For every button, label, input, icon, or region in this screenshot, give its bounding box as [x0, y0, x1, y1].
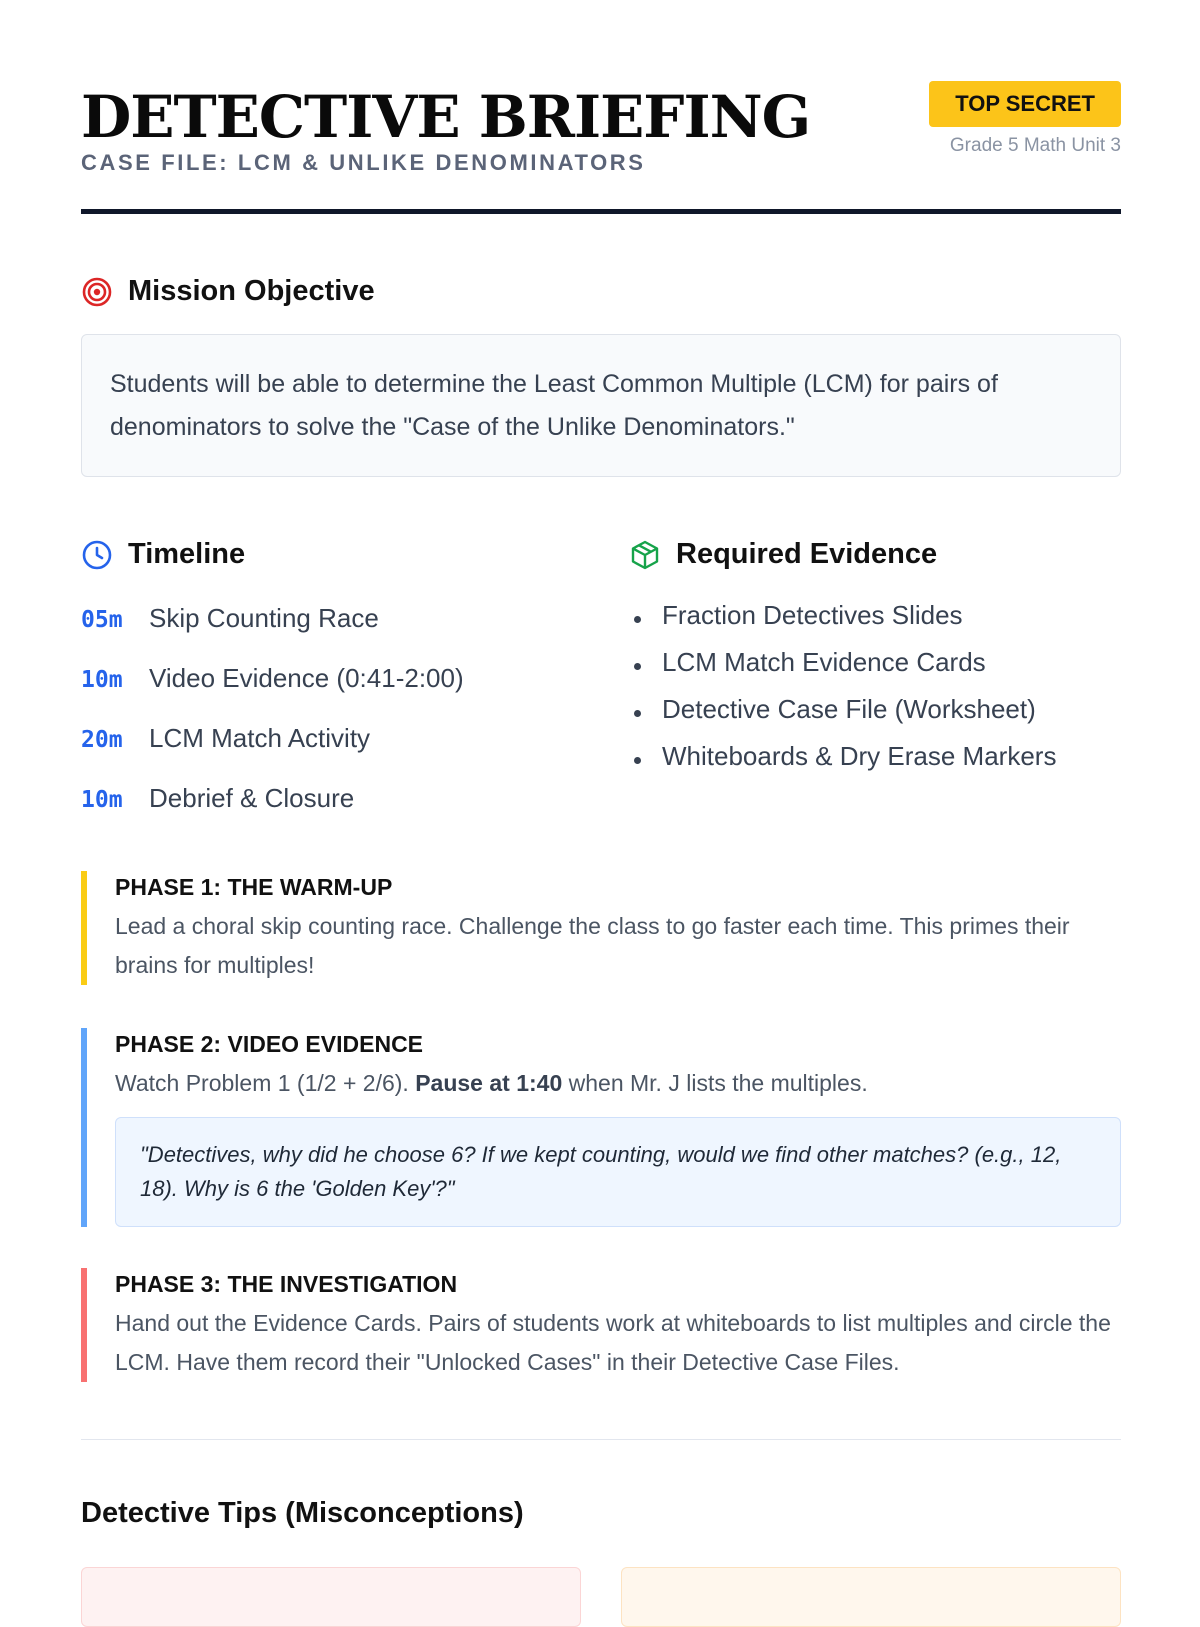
evidence-item: Fraction Detectives Slides [629, 600, 1056, 647]
detective-tips-heading: Detective Tips (Misconceptions) [81, 1497, 524, 1529]
timeline-duration: 20m [81, 727, 123, 753]
timeline-heading [81, 538, 245, 571]
clock-icon [81, 539, 113, 571]
phase-3-card [81, 1268, 1121, 1382]
lesson-page [81, 0, 1121, 1529]
timeline-item [81, 663, 464, 694]
discussion-quote: "Detectives, why did he choose 6? If we kept counting, would we find other matches? (e.g., 12, 18). Why is 6 the 'Golden Key'?" [115, 1117, 1121, 1227]
phase-1-card [81, 871, 1121, 985]
timeline-activity: Video Evidence (0:41-2:00) [149, 663, 464, 693]
phase-text-after: when Mr. J lists the multiples. [562, 1070, 868, 1096]
phase-text-bold: Pause at 1:40 [415, 1070, 563, 1096]
tip-card-orange [621, 1567, 1121, 1627]
timeline-activity: Debrief & Closure [149, 783, 355, 813]
top-secret-badge: TOP SECRET [929, 81, 1121, 127]
briefing-header [81, 0, 1121, 214]
phase-title: PHASE 2: VIDEO EVIDENCE [115, 1031, 424, 1057]
mission-objective-box [81, 334, 1121, 477]
phase-text: Hand out the Evidence Cards. Pairs of students work at whiteboards to list multiples and circle the LCM. Have them record their "Unlocked Cases" in their Detective Case Files. [115, 1310, 1111, 1375]
timeline-item [81, 723, 370, 754]
timeline-item [81, 603, 379, 634]
grade-label: Grade 5 Math Unit 3 [949, 135, 1121, 156]
section-divider [81, 1439, 1121, 1440]
phase-text: Lead a choral skip counting race. Challenge the class to go faster each time. This primes their brains for multiples! [115, 913, 1070, 978]
required-evidence-heading [629, 538, 937, 571]
timeline-activity: LCM Match Activity [149, 723, 371, 753]
evidence-item: LCM Match Evidence Cards [629, 647, 1056, 694]
evidence-item: Detective Case File (Worksheet) [629, 694, 1056, 741]
timeline-activity: Skip Counting Race [149, 603, 379, 633]
timeline-duration: 10m [81, 667, 123, 693]
phase-text-before: Watch Problem 1 (1/2 + 2/6). [115, 1070, 416, 1096]
phase-text [115, 1064, 1121, 1103]
mission-objective-heading [81, 275, 375, 308]
case-file-subtitle: CASE FILE: LCM & UNLIKE DENOMINATORS [81, 150, 646, 175]
phase-title: PHASE 1: THE WARM-UP [115, 874, 393, 900]
timeline-title: Timeline [128, 538, 246, 570]
tip-card-red [81, 1567, 581, 1627]
timeline-duration: 10m [81, 787, 123, 813]
phase-2-card [81, 1028, 1121, 1227]
timeline-duration: 05m [81, 607, 123, 633]
evidence-list [629, 600, 1056, 788]
required-evidence-title: Required Evidence [676, 538, 938, 570]
evidence-item: Whiteboards & Dry Erase Markers [629, 741, 1056, 788]
phase-title: PHASE 3: THE INVESTIGATION [115, 1271, 458, 1297]
page-title: DETECTIVE BRIEFING [81, 83, 811, 151]
target-icon [81, 276, 113, 308]
mission-objective-text: Students will be able to determine the Least Common Multiple (LCM) for pairs of denominators to solve the "Case of the Unlike Denominators." [110, 370, 998, 441]
mission-objective-title: Mission Objective [128, 275, 375, 307]
timeline-item [81, 783, 354, 814]
box-icon [629, 539, 661, 571]
